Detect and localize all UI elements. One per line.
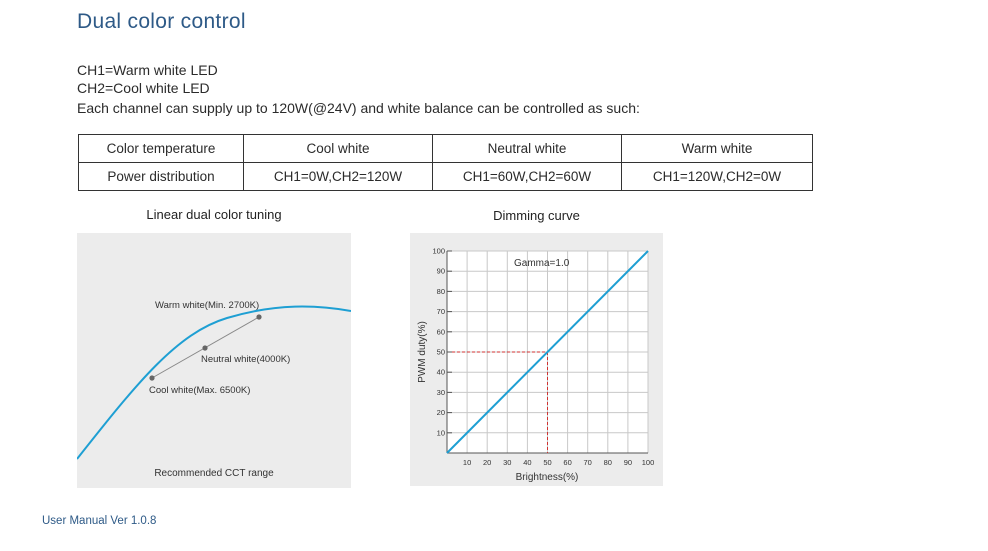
y-tick-label: 70 (436, 307, 445, 317)
section-title: Dual color control (77, 10, 246, 33)
x-tick-label: 10 (462, 458, 472, 467)
dimming-figure-caption: Dimming curve (493, 208, 580, 223)
x-tick-label: 40 (523, 458, 532, 467)
y-tick-label: 80 (436, 286, 445, 296)
y-tick-label: 100 (432, 246, 445, 256)
table-row-label: Power distribution (79, 163, 244, 191)
table-cell: Cool white (244, 135, 433, 163)
x-tick-label: 100 (641, 458, 655, 467)
manual-version-footer: User Manual Ver 1.0.8 (42, 515, 157, 527)
y-tick-label: 10 (436, 428, 445, 438)
warm-point (256, 314, 261, 319)
y-tick-label: 60 (436, 327, 445, 337)
x-tick-label: 90 (623, 458, 633, 467)
warm-point-label: Warm white(Min. 2700K) (155, 300, 260, 311)
dimming-chart (410, 233, 663, 486)
y-tick-label: 40 (436, 367, 445, 377)
neutral-point (202, 345, 207, 350)
y-axis-label: PWM duty(%) (417, 321, 428, 383)
tuning-figure-caption: Linear dual color tuning (146, 207, 282, 222)
table-row (79, 135, 813, 163)
cct-range-label: Recommended CCT range (154, 468, 274, 479)
table-cell: CH1=120W,CH2=0W (622, 163, 813, 191)
x-tick-label: 70 (583, 458, 592, 467)
cool-point (149, 375, 154, 380)
dimming-figure-panel (410, 233, 663, 486)
capacity-description: Each channel can supply up to 120W(@24V) and white balance can be controlled as such: (77, 100, 640, 116)
tuning-diagram (77, 233, 351, 488)
x-axis-label: Brightness(%) (515, 472, 579, 483)
table-row-label: Color temperature (79, 135, 244, 163)
power-distribution-table (78, 134, 813, 191)
y-tick-label: 90 (436, 266, 445, 276)
tuning-figure-panel (77, 233, 351, 488)
x-tick-label: 20 (483, 458, 492, 467)
y-tick-label: 50 (436, 347, 445, 357)
table-cell: CH1=60W,CH2=60W (433, 163, 622, 191)
table-row (79, 163, 813, 191)
cct-curve (77, 307, 351, 459)
gamma-annotation: Gamma=1.0 (514, 258, 570, 269)
table-cell: CH1=0W,CH2=120W (244, 163, 433, 191)
ch1-description: CH1=Warm white LED (77, 62, 218, 78)
y-tick-label: 30 (436, 387, 445, 397)
ch2-description: CH2=Cool white LED (77, 80, 210, 96)
y-tick-label: 20 (436, 408, 445, 418)
cool-point-label: Cool white(Max. 6500K) (149, 385, 251, 396)
table-cell: Neutral white (433, 135, 622, 163)
table-cell: Warm white (622, 135, 813, 163)
x-tick-label: 50 (543, 458, 552, 467)
x-tick-label: 80 (603, 458, 612, 467)
x-tick-label: 60 (563, 458, 572, 467)
neutral-point-label: Neutral white(4000K) (201, 354, 291, 365)
x-tick-label: 30 (503, 458, 512, 467)
